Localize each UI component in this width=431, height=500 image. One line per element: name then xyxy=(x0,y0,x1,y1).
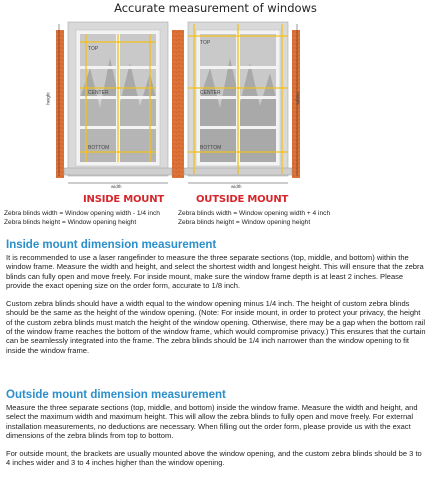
outside-height-formula: Zebra blinds height = Window opening height xyxy=(178,219,311,226)
inside-height-formula: Zebra blinds height = Window opening height xyxy=(4,219,137,226)
outside-mount-section xyxy=(6,389,426,468)
window-sill xyxy=(64,168,172,175)
inside-mount-label: INSIDE MOUNT xyxy=(83,194,164,205)
inside-window-illustration xyxy=(56,18,182,193)
label-height: height xyxy=(45,92,51,105)
page-title: Accurate measurement of windows xyxy=(114,1,317,15)
outside-mount-diagram xyxy=(176,18,302,193)
inside-mount-section xyxy=(6,239,426,355)
outside-width-formula: Zebra blinds width = Window opening width + 4 inch xyxy=(178,210,331,217)
label-top: TOP xyxy=(88,46,99,52)
label-center: CENTER xyxy=(88,90,109,96)
label-width: width xyxy=(231,184,242,189)
left-brick-wall xyxy=(56,30,64,178)
inside-section-heading: Inside mount dimension measurement xyxy=(6,239,217,251)
outside-section-paragraph-2: For outside mount, the brackets are usually mounted above the window opening, and the custom zebra blinds should be 3 to 4 inches wider and 3 to 4 inches higher than the window opening. xyxy=(6,449,422,468)
outside-section-paragraph-1: Measure the three separate sections (top, middle, and bottom) inside the window frame. Measure the width and height, and select the maximum width and maximum height. This will allow the zebra blinds to fully open and move freely. For external installation measurements, no deductions are necessary. When filling out the order form, please provide us with the exact dimensions of the zebra blinds from top to bottom. xyxy=(6,403,418,440)
outside-window-illustration xyxy=(176,18,302,193)
inside-mount-diagram xyxy=(45,18,182,193)
inside-section-paragraph-1: It is recommended to use a laser rangefinder to measure the three separate sections (top, middle, and bottom) within the window frame. Measure the width and height, and select the shortest width and longest height. This will ensure that the zebra blinds can fully open and move freely. For inside mount, make sure the window frame depth is at least 2 inches. Please provide the exact opening size on the order form, accurate to 1/8 inch. xyxy=(6,253,424,290)
label-height: height xyxy=(295,92,301,105)
left-brick-wall xyxy=(176,30,184,178)
label-width: width xyxy=(111,184,122,189)
label-center: CENTER xyxy=(200,90,221,96)
label-bottom: BOTTOM xyxy=(88,145,110,151)
label-top: TOP xyxy=(200,40,211,46)
label-bottom: BOTTOM xyxy=(200,145,222,151)
outside-section-heading: Outside mount dimension measurement xyxy=(6,389,226,401)
outside-mount-label: OUTSIDE MOUNT xyxy=(196,194,289,205)
inside-section-paragraph-2: Custom zebra blinds should have a width equal to the window opening minus 1/4 inch. The height of custom zebra blinds should be the same as the height of the window opening. (Note: For inside mount, in order to protect your privacy, the height of the custom zebra blinds must match the height of the window opening. Otherwise, there may be a gap when the bottom rail of the window frame reaches the bottom of the window frame, which would compromise privacy.) This ensures that the curtain can be seamlessly integrated into the frame. The zebra blinds should be 1/4 inch narrower than the window opening to fit inside the window frame. xyxy=(6,299,426,355)
inside-width-formula: Zebra blinds width = Window opening width - 1/4 inch xyxy=(4,210,160,217)
